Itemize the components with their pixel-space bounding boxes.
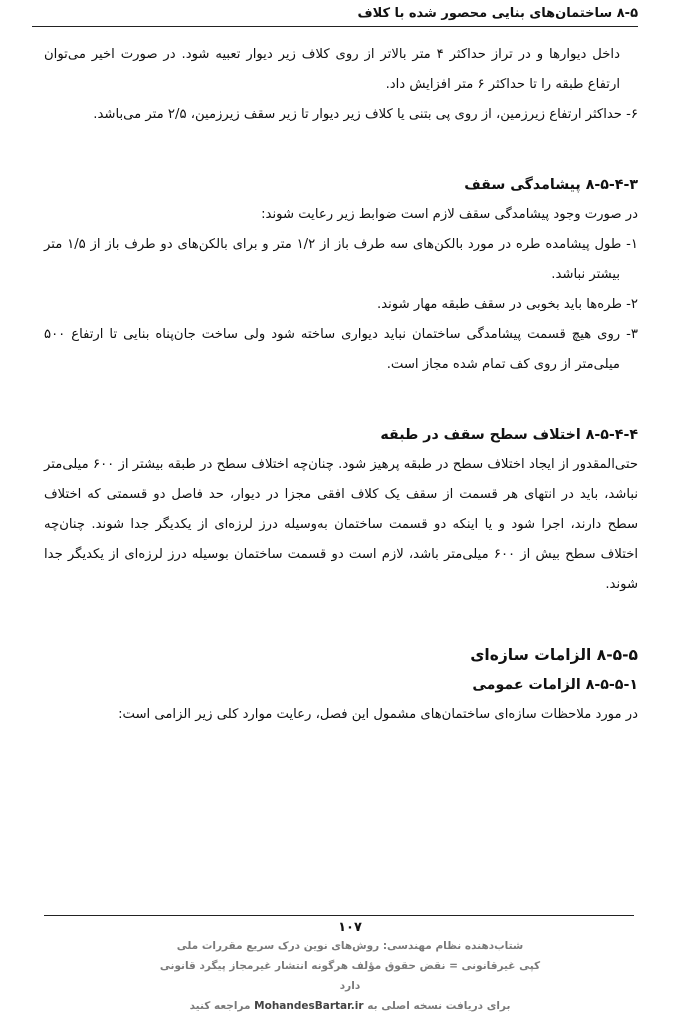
section-heading-roof-overhang: ۸-۵-۴-۳ پیشامدگی سقف bbox=[464, 177, 638, 193]
header-title: ۸-۵ ساختمان‌های بنایی محصور شده با کلاف bbox=[357, 6, 638, 21]
list-item: ۳- روی هیچ قسمت پیشامدگی ساختمان نباید دیواری ساخته شود ولی ساخت جان‌پناه بنایی تا ارتفاع ۵۰۰ میلی‌متر از روی کف تمام شده مجاز است. bbox=[44, 327, 638, 372]
list-item: ۶- حداکثر ارتفاع زیرزمین، از روی پی بتنی یا کلاف زیر دیوار تا زیر سقف زیرزمین، ۲/۵ متر می‌باشد. bbox=[93, 107, 638, 122]
footer-divider bbox=[44, 915, 634, 916]
watermark-line bbox=[150, 996, 550, 1016]
subsection-heading-general-requirements: ۸-۵-۵-۱ الزامات عمومی bbox=[472, 677, 638, 693]
section-heading-structural-requirements: ۸-۵-۵ الزامات سازه‌ای bbox=[470, 646, 638, 664]
section-body: حتی‌المقدور از ایجاد اختلاف سطح در طبقه پرهیز شود. چنان‌چه اختلاف سطح در طبقه بیشتر از ۶۰۰ میلی‌متر نباشد، باید در انتهای هر قسمت از سقف یک کلاف افقی مجزا در دیوار، حد فاصل دو قسمتی که اختلاف سطح دارند، اجرا شود و یا اینکه دو قسمت ساختمان به‌وسیله درز لرزه‌ای از یکدیگر جدا شوند. چنان‌چه اختلاف سطح بیش از ۶۰۰ میلی‌متر باشد، لازم است دو قسمت ساختمان بوسیله درز لرزه‌ای از یکدیگر جدا شوند. bbox=[44, 457, 639, 592]
section-body: در مورد ملاحظات سازه‌ای ساختمان‌های مشمول این فصل، رعایت موارد کلی زیر الزامی است: bbox=[118, 707, 638, 722]
section-heading-level-difference: ۸-۵-۴-۴ اختلاف سطح سقف در طبقه bbox=[380, 427, 638, 443]
footer-watermark bbox=[150, 936, 550, 1016]
running-header bbox=[32, 4, 638, 27]
watermark-line: شتاب‌دهنده نظام مهندسی: روش‌های نوین درک سریع مقررات ملی bbox=[176, 940, 524, 952]
watermark-line: کپی غیرقانونی = نقض حقوق مؤلف هرگونه انتشار غیرمجاز پیگرد قانونی دارد bbox=[159, 960, 541, 992]
list-item: ۲- طره‌ها باید بخوبی در سقف طبقه مهار شوند. bbox=[377, 297, 638, 312]
watermark-prefix: برای دریافت نسخه اصلی به bbox=[367, 1000, 511, 1012]
watermark-suffix: مراجعه کنید bbox=[189, 1000, 251, 1012]
page-number: ۱۰۷ bbox=[338, 920, 362, 935]
page-body bbox=[44, 40, 638, 730]
continued-paragraph: داخل دیوارها و در تراز حداکثر ۴ متر بالاتر از روی کلاف زیر دیوار تعبیه شود. در صورت اخیر می‌توان ارتفاع طبقه را تا حداکثر ۶ متر افزایش داد. bbox=[44, 47, 620, 92]
list-item: ۱- طول پیشامده طره در مورد بالکن‌های سه طرف باز از ۱/۲ متر و برای بالکن‌های دو طرف باز از ۱/۵ متر بیشتر نباشد. bbox=[44, 237, 639, 282]
section-intro: در صورت وجود پیشامدگی سقف لازم است ضوابط زیر رعایت شوند: bbox=[261, 207, 638, 222]
watermark-site-link[interactable]: MohandesBartar.ir bbox=[254, 1000, 364, 1012]
